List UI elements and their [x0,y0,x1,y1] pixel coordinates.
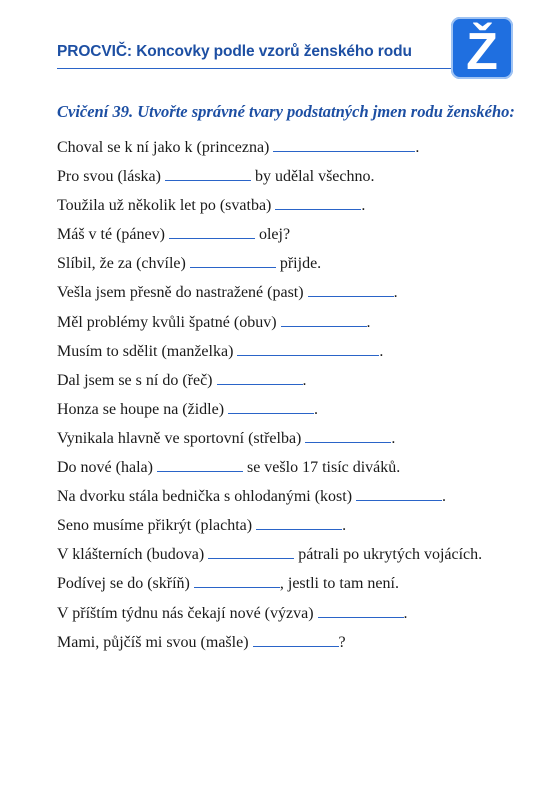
sentence-text-before: Choval se k ní jako k (princezna) [57,139,270,156]
exercise-sentence [57,369,537,398]
sentence-text-before: Dal jsem se s ní do (řeč) [57,371,213,389]
sentence-text-before: Pro svou (láska) [57,168,161,186]
sentence-text-before: Musím to sdělit (manželka) [57,342,234,360]
sentence-text-after: přijde. [279,255,322,273]
answer-blank[interactable] [308,282,394,297]
sentence-text-before: Podívej se do (skříň) [57,575,190,593]
exercise-sentence [57,514,537,543]
exercise-sentence [57,281,537,310]
sentence-text-after: olej? [258,226,291,244]
sentence-text-after: se vešlo 17 tisíc diváků. [246,459,401,477]
sentence-text-after: pátrali po ukrytých vojácích. [298,546,483,564]
answer-blank[interactable] [318,603,404,618]
sentence-text-after: , jestli to tam není. [279,575,399,593]
sentence-text-before: Slíbil, že za (chvíle) [57,255,186,273]
sentence-text-before: Honza se houpe na (židle) [57,400,225,418]
answer-blank[interactable] [356,486,442,501]
sentence-text-before: Do nové (hala) [57,459,153,477]
sentence-text-before: Toužila už několik let po (svatba) [57,197,272,215]
exercise-title: Cvičení 39. Utvořte správné tvary podstatných jmen rodu ženského: [57,102,515,121]
sentence-text-before: V klášterních (budova) [57,546,205,564]
answer-blank[interactable] [169,224,255,239]
answer-blank[interactable] [194,573,280,588]
answer-blank[interactable] [273,137,415,152]
section-badge: Ž [451,17,513,79]
sentence-text-after: ? [338,633,346,651]
sentence-text-after: . [442,488,447,506]
exercise-sentence [57,456,537,485]
sentence-text-after: . [393,284,398,302]
sentence-text-before: Vešla jsem přesně do nastražené (past) [57,284,304,302]
sentence-text-before: Měl problémy kvůli špatné (obuv) [57,313,277,331]
exercise-sentence [57,311,537,340]
answer-blank[interactable] [228,399,314,414]
sentence-text-after: . [361,197,366,215]
sentence-text-after: . [302,371,307,389]
sentence-text-after: . [415,139,420,156]
answer-blank[interactable] [208,544,294,559]
sentence-text-before: V příštím týdnu nás čekají nové (výzva) [57,604,314,622]
sentence-text-before: Mami, půjčíš mi svou (mašle) [57,633,249,651]
answer-blank[interactable] [275,195,361,210]
answer-blank[interactable] [256,515,342,530]
sentence-text-after: by udělal všechno. [254,168,375,186]
exercise-sentence [57,194,537,223]
sentence-text-before: Vynikala hlavně ve sportovní (střelba) [57,429,302,447]
exercise-sentence [57,485,537,514]
exercise-sentence [57,398,537,427]
exercise-sentence [57,223,537,252]
answer-blank[interactable] [281,312,367,327]
exercise-sentence [57,340,537,369]
sentence-text-after: . [342,517,347,535]
exercise-sentence [57,543,537,572]
exercise-sentence [57,165,537,194]
exercise-sentence [57,427,537,456]
answer-blank[interactable] [165,166,251,181]
sentence-text-after: . [391,429,396,447]
answer-blank[interactable] [253,632,339,647]
answer-blank[interactable] [217,370,303,385]
sentence-text-before: Seno musíme přikrýt (plachta) [57,517,253,535]
sentence-list [57,136,537,660]
sentence-text-after: . [366,313,371,331]
answer-blank[interactable] [190,253,276,268]
answer-blank[interactable] [237,341,379,356]
header-rule [57,68,457,69]
sentence-text-after: . [314,400,319,418]
header-title: PROCVIČ: Koncovky podle vzorů ženského rodu [57,43,412,60]
answer-blank[interactable] [305,428,391,443]
answer-blank[interactable] [157,457,243,472]
sentence-text-after: . [403,604,408,622]
sentence-text-before: Na dvorku stála bednička s ohlodanými (kost) [57,488,353,506]
exercise-sentence [57,572,537,601]
exercise-sentence [57,631,537,660]
sentence-text-after: . [379,342,384,360]
exercise-sentence [57,252,537,281]
exercise-sentence [57,136,537,165]
exercise-sentence [57,602,537,631]
sentence-text-before: Máš v té (pánev) [57,226,165,244]
